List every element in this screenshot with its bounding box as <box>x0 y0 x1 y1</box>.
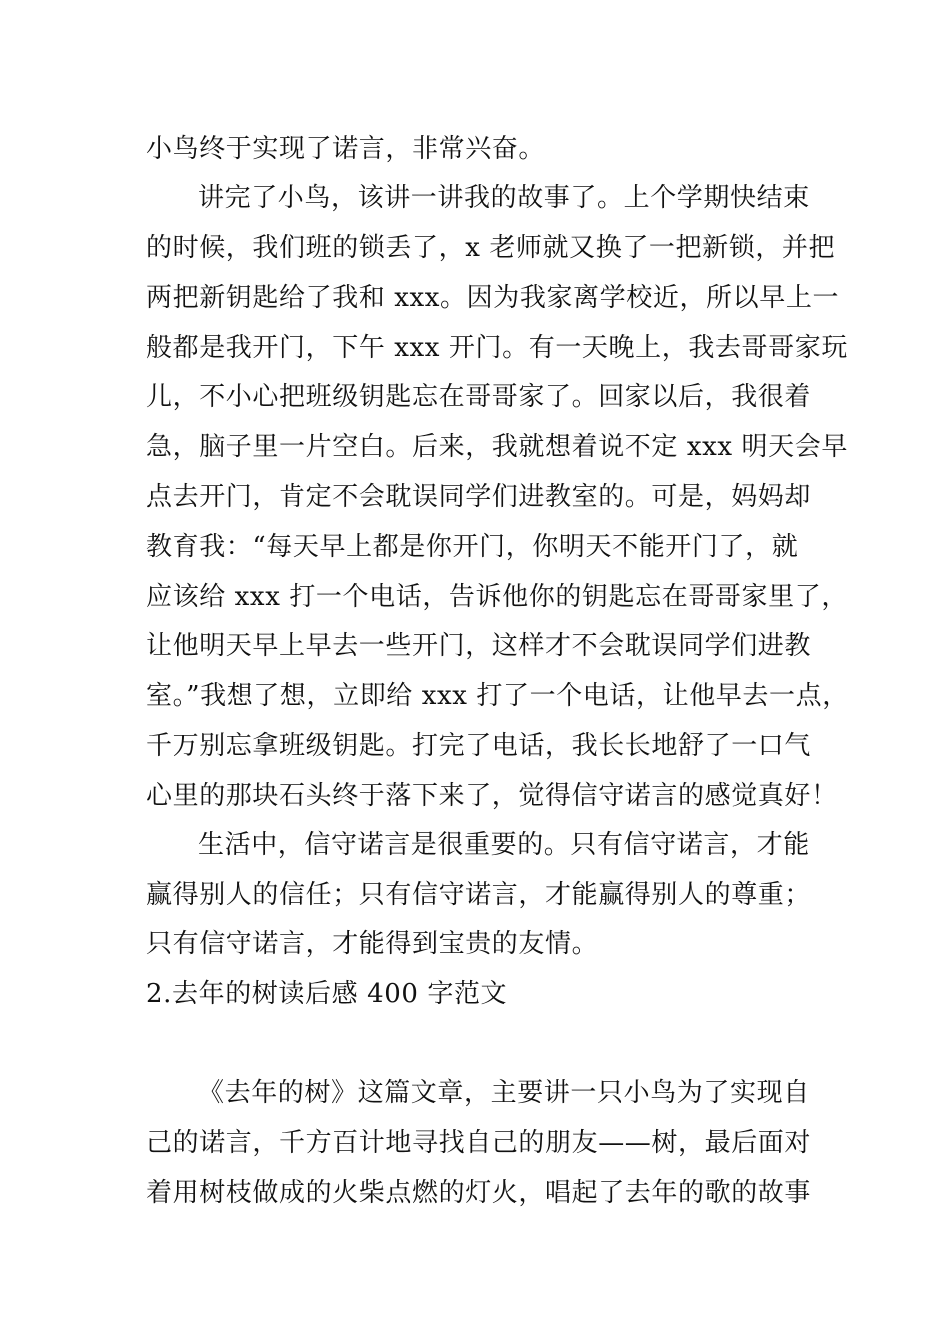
paragraph-line: 己的诺言，千方百计地寻找自己的朋友——树，最后面对 <box>146 1128 812 1158</box>
paragraph-line: 着用树枝做成的火柴点燃的灯火，唱起了去年的歌的故事 <box>146 1178 812 1208</box>
paragraph-line: 《去年的树》这篇文章，主要讲一只小鸟为了实现自 <box>198 1078 810 1108</box>
paragraph-line: 两把新钥匙给了我和 xxx。因为我家离学校近，所以早上一 <box>146 283 840 313</box>
paragraph-line: 儿，不小心把班级钥匙忘在哥哥家了。回家以后，我很着 <box>146 382 812 412</box>
paragraph-line: 点去开门，肯定不会耽误同学们进教室的。可是，妈妈却 <box>146 482 812 512</box>
paragraph-line: 急，脑子里一片空白。后来，我就想着说不定 xxx 明天会早 <box>146 432 848 462</box>
paragraph-line: 生活中，信守诺言是很重要的。只有信守诺言，才能 <box>198 830 810 860</box>
paragraph-line: 的时候，我们班的锁丢了，x 老师就又换了一把新锁，并把 <box>146 233 836 263</box>
paragraph-line: 般都是我开门，下午 xxx 开门。有一天晚上，我去哥哥家玩 <box>146 333 848 363</box>
paragraph-line: 千万别忘拿班级钥匙。打完了电话，我长长地舒了一口气 <box>146 731 812 761</box>
paragraph-line: 讲完了小鸟，该讲一讲我的故事了。上个学期快结束 <box>198 183 810 213</box>
paragraph-line: 室。”我想了想，立即给 xxx 打了一个电话，让他早去一点， <box>146 681 849 711</box>
paragraph-line: 只有信守诺言，才能得到宝贵的友情。 <box>146 929 599 959</box>
section-heading: 2.去年的树读后感 400 字范文 <box>146 979 508 1009</box>
paragraph-line: 应该给 xxx 打一个电话，告诉他你的钥匙忘在哥哥家里了， <box>146 582 848 612</box>
paragraph-line: 心里的那块石头终于落下来了，觉得信守诺言的感觉真好！ <box>146 781 838 811</box>
paragraph-line: 让他明天早上早去一些开门，这样才不会耽误同学们进教 <box>146 631 812 661</box>
paragraph-line: 小鸟终于实现了诺言，非常兴奋。 <box>146 134 546 164</box>
paragraph-line: 赢得别人的信任；只有信守诺言，才能赢得别人的尊重； <box>146 880 812 910</box>
paragraph-line: 教育我：“每天早上都是你开门，你明天不能开门了，就 <box>146 532 799 562</box>
